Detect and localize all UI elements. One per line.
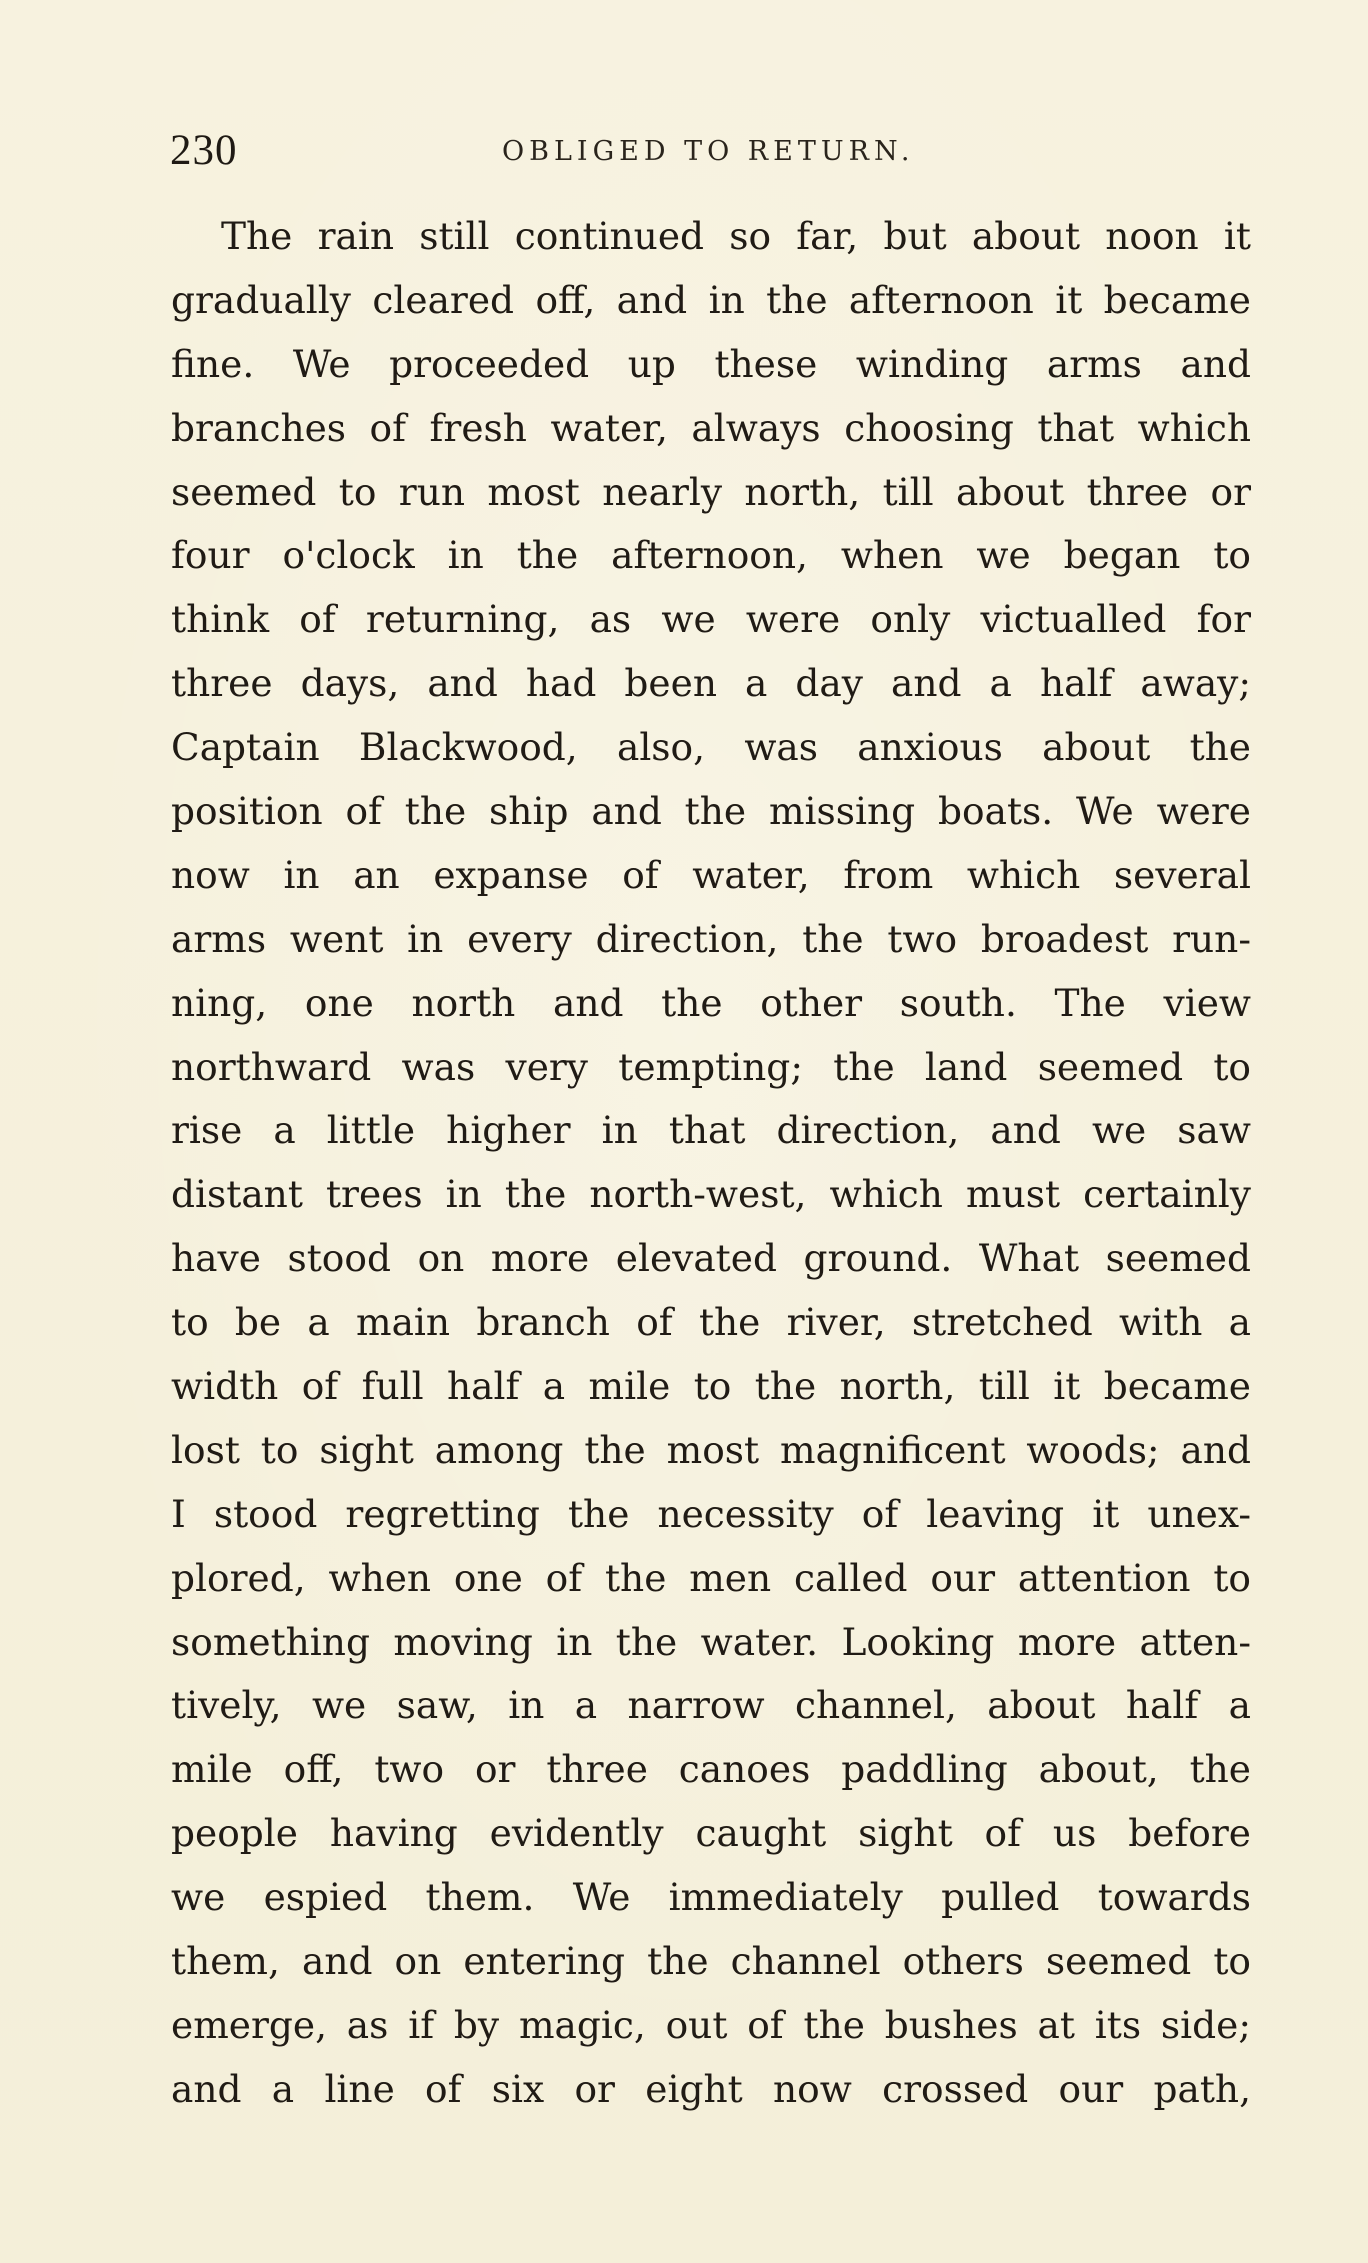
text-line: four o'clock in the afternoon, when we began to [171, 533, 1251, 578]
text-line: Captain Blackwood, also, was anxious about the [171, 725, 1251, 770]
text-line: rise a little higher in that direction, and we saw [171, 1108, 1251, 1153]
text-line: position of the ship and the missing boats. We were [171, 789, 1251, 834]
text-line: them, and on entering the channel others seemed to [171, 1939, 1251, 1984]
text-line: three days, and had been a day and a half away; [171, 661, 1251, 706]
text-line: arms went in every direction, the two broadest run- [171, 916, 1251, 961]
text-line: width of full half a mile to the north, till it became [171, 1364, 1251, 1409]
text-line: we espied them. We immediately pulled towards [171, 1875, 1251, 1920]
text-line: seemed to run most nearly north, till about three or [171, 469, 1251, 514]
text-line: people having evidently caught sight of us before [171, 1811, 1251, 1856]
text-line: branches of fresh water, always choosing that which [171, 405, 1251, 450]
text-line: plored, when one of the men called our attention to [171, 1555, 1251, 1600]
text-line: think of returning, as we were only victualled for [171, 597, 1251, 642]
text-line: The rain still continued so far, but about noon it [221, 214, 1251, 258]
text-line: tively, we saw, in a narrow channel, about half a [171, 1683, 1251, 1728]
body-text [171, 205, 1251, 2122]
text-line: gradually cleared off, and in the afternoon it became [171, 277, 1251, 322]
text-line: ning, one north and the other south. The view [171, 980, 1251, 1025]
running-head: OBLIGED TO RETURN. [502, 136, 915, 167]
text-line: northward was very tempting; the land seemed to [171, 1044, 1251, 1089]
text-line: lost to sight among the most magnificent woods; and [171, 1427, 1251, 1472]
text-line: and a line of six or eight now crossed our path, [171, 2066, 1251, 2111]
text-line: mile off, two or three canoes paddling about, the [171, 1747, 1251, 1792]
text-line: fine. We proceeded up these winding arms and [171, 341, 1251, 386]
text-line: to be a main branch of the river, stretched with a [171, 1300, 1251, 1345]
text-line: distant trees in the north-west, which must certainly [171, 1172, 1251, 1217]
text-line: I stood regretting the necessity of leaving it unex- [171, 1491, 1251, 1536]
text-line: have stood on more elevated ground. What seemed [171, 1236, 1251, 1281]
page-header [170, 126, 1250, 176]
text-line: something moving in the water. Looking more atten- [171, 1619, 1251, 1664]
text-line: now in an expanse of water, from which several [171, 852, 1251, 897]
text-line: emerge, as if by magic, out of the bushes at its side; [171, 2002, 1251, 2047]
page-number: 230 [170, 127, 238, 174]
